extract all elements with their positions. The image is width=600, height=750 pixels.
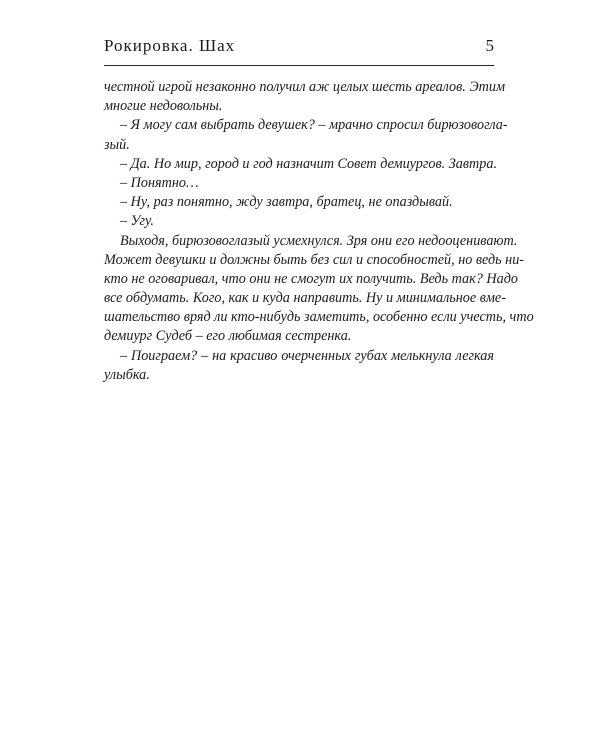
page-number: 5 (485, 36, 494, 55)
text-line: – Понятно… (120, 174, 199, 191)
text-line: – Ну, раз понятно, жду завтра, братец, не опаздывай. (120, 194, 453, 211)
text-line: – Угу. (120, 213, 154, 230)
text-line: демиург Судеб – его любимая сестренка. (104, 328, 352, 345)
running-head (104, 36, 494, 64)
text-line: – Поиграем? – на красиво очерченных губах мелькнула легкая (120, 347, 494, 364)
text-line: зый. (104, 136, 130, 153)
text-line: Может девушки и должны быть без сил и способностей, но ведь ни- (104, 251, 525, 268)
running-title: Рокировка. Шах (104, 36, 236, 55)
header-rule (104, 65, 494, 66)
text-line: Выходя, бирюзовоглазый усмехнулся. Зря они его недооценивают. (120, 232, 518, 249)
text-line: все обдумать. Кого, как и куда направить. Ну и минимальное вме- (104, 290, 506, 307)
text-line: улыбка. (104, 366, 150, 383)
text-line: – Да. Но мир, город и год назначит Совет демиургов. Завтра. (120, 155, 498, 172)
text-line: многие недовольны. (104, 98, 223, 115)
body-text (104, 78, 534, 385)
text-line: честной игрой незаконно получил аж целых шесть ареалов. Этим (104, 79, 506, 95)
text-line: шательство вряд ли кто-нибудь заметить, особенно если учесть, что (104, 309, 534, 326)
text-line: – Я могу сам выбрать девушек? – мрачно спросил бирюзовогла- (120, 117, 508, 134)
text-line: кто не оговаривал, что они не смогут их получить. Ведь так? Надо (104, 270, 519, 287)
